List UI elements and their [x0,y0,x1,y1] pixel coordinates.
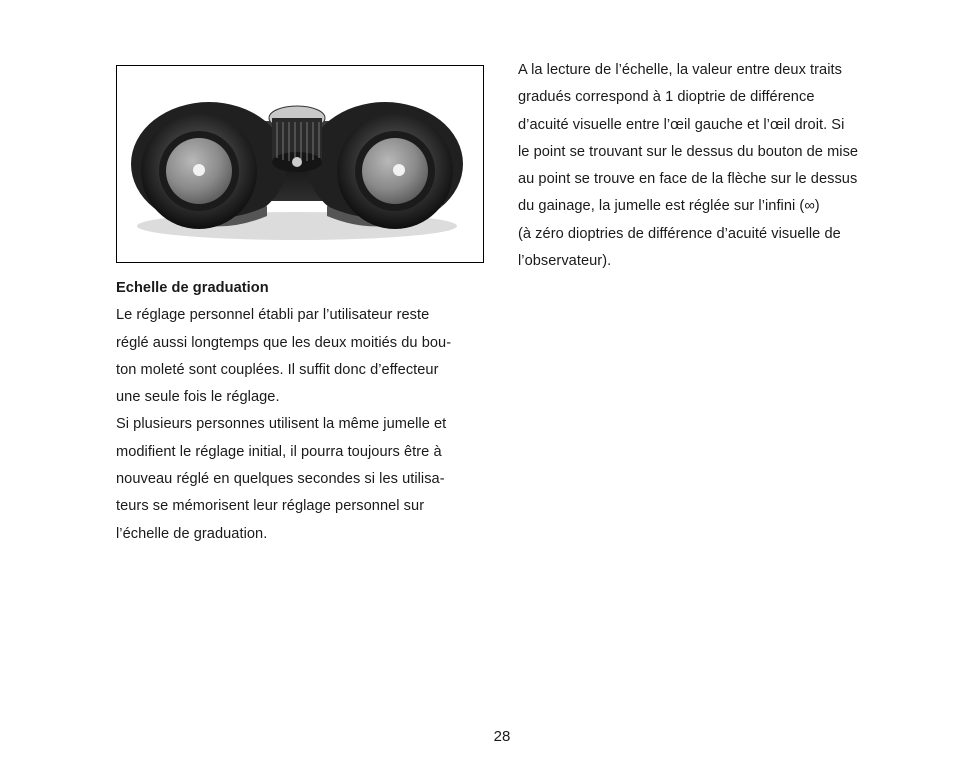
body-line: une seule fois le réglage. [116,389,280,406]
body-line: du gainage, la jumelle est réglée sur l’infini (∞) [518,198,820,215]
body-line: teurs se mémorisent leur réglage personnel sur [116,498,425,515]
body-line: A la lecture de l’échelle, la valeur entre deux traits [518,62,842,78]
body-line: Le réglage personnel établi par l’utilisateur reste [116,307,430,324]
body-line: d’acuité visuelle entre l’œil gauche et l’œil droit. Si [518,116,845,133]
body-line: Si plusieurs personnes utilisent la même jumelle et [116,416,447,433]
body-line: au point se trouve en face de la flèche sur le dessus [518,171,858,188]
body-line: ton moleté sont couplées. Il suffit donc d’effecteur [116,361,439,378]
body-line: le point se trouvant sur le dessus du bouton de mise [518,143,859,160]
page-number: 28 [493,728,511,745]
body-line: l’observateur). [518,253,612,270]
body-line: gradués correspond à 1 dioptrie de différence [518,89,815,106]
body-line: réglé aussi longtemps que les deux moitiés du bou- [116,334,452,351]
body-line: nouveau réglé en quelques secondes si les utilisa- [116,471,445,488]
right-column [518,57,898,275]
binoculars-figure [116,65,484,263]
body-line: l’échelle de graduation. [116,525,268,542]
body-line: (à zéro dioptries de différence d’acuité visuelle de [518,225,841,242]
body-line: modifient le réglage initial, il pourra toujours être à [116,443,442,460]
binoculars-icon [117,66,483,262]
section-heading: Echelle de graduation [116,280,269,296]
left-column [116,275,488,548]
